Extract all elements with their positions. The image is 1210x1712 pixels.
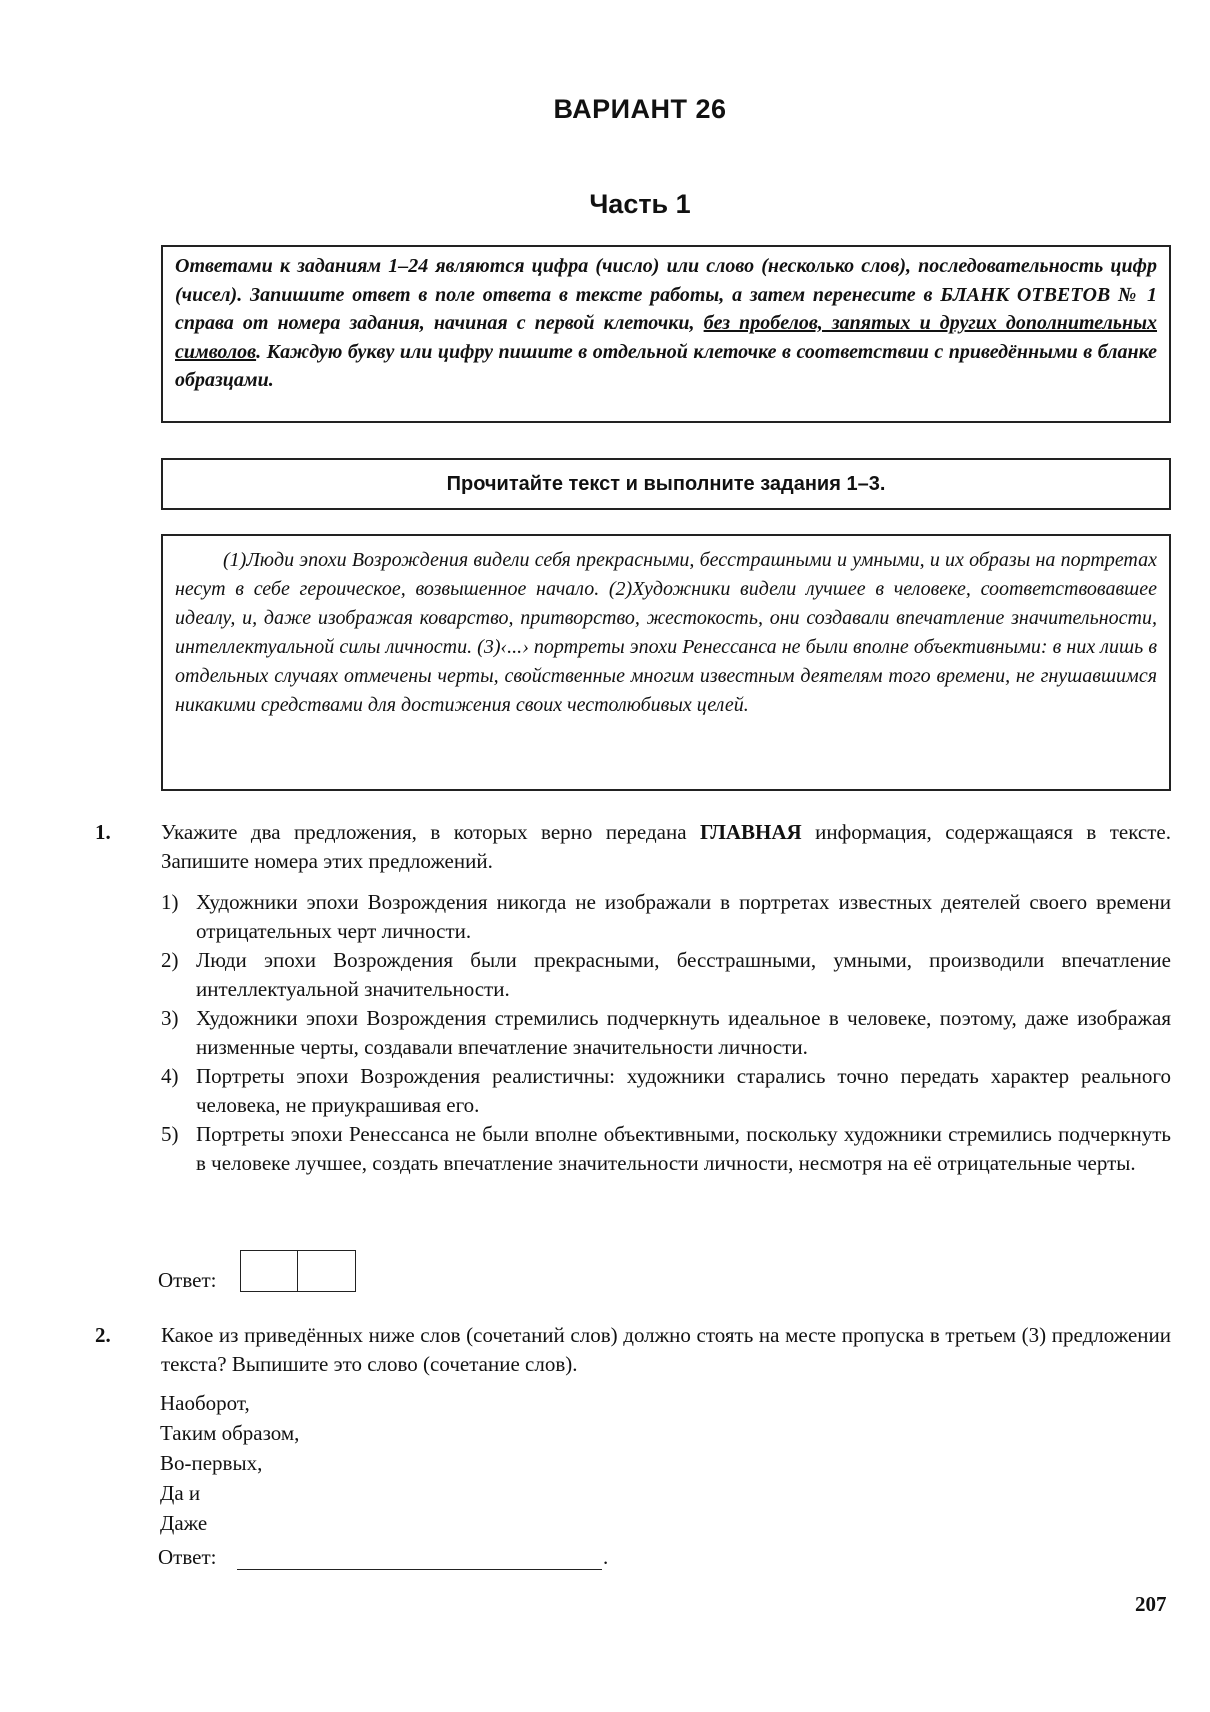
- variant-title: ВАРИАНТ 26: [553, 94, 727, 124]
- task1-text-before: Укажите два предложения, в которых верно передана: [161, 820, 700, 844]
- task2-number: 2.: [95, 1323, 111, 1347]
- task1-options: [161, 888, 1171, 1178]
- instructions-box: [161, 245, 1171, 423]
- option-text: Художники эпохи Возрождения никогда не изображали в портретах известных деятелей своего времени отрицательных черт личности.: [196, 890, 1171, 943]
- task2-word-2: Таким образом,: [160, 1421, 300, 1445]
- task1-answer-cells: [240, 1250, 356, 1292]
- page-number: 207: [1135, 1592, 1167, 1616]
- task1-option-3: [161, 1004, 1171, 1062]
- option-text: Люди эпохи Возрождения были прекрасными, бесстрашными, умными, производили впечатление интеллектуальной значительности.: [196, 948, 1171, 1001]
- task2-question: Какое из приведённых ниже слов (сочетаний слов) должно стоять на месте пропуска в третьем (3) предложении текста? Выпишите это слово (сочетание слов).: [161, 1323, 1171, 1376]
- task2-word-1: Наоборот,: [160, 1391, 250, 1415]
- task2-answer-line[interactable]: [237, 1545, 602, 1570]
- option-number: 3): [161, 1006, 179, 1030]
- option-number: 1): [161, 890, 179, 914]
- instructions-text-1: Ответами к заданиям 1–24 являются цифра (число) или слово (несколько слов), последовательность цифр (чисел). Запишите ответ в поле ответа в тексте работы, а затем перенесите в БЛАНК ОТВЕТОВ № 1 справа от номера задания, начиная с первой клеточки,: [175, 255, 1157, 334]
- option-number: 5): [161, 1122, 179, 1146]
- task1-option-2: [161, 946, 1171, 1004]
- option-number: 4): [161, 1064, 179, 1088]
- task1-text-bold: ГЛАВНАЯ: [700, 820, 802, 844]
- task1-number: 1.: [95, 820, 111, 844]
- task2-word-list: [160, 1388, 299, 1538]
- task1-text-after: информация, содержащаяся в тексте. Запишите номера этих предложений.: [161, 820, 1171, 873]
- option-number: 2): [161, 948, 179, 972]
- task2-word-3: Во-первых,: [160, 1451, 263, 1475]
- instructions-text-2: . Каждую букву или цифру пишите в отдельной клеточке в соответствии с приведёнными в бланке образцами.: [175, 340, 1157, 391]
- read-prompt-box: [161, 458, 1171, 510]
- task2-word-5: Даже: [160, 1511, 208, 1535]
- task1-answer-label: Ответ:: [158, 1268, 217, 1292]
- task2-answer-label: Ответ:: [158, 1545, 217, 1569]
- task1-question: [161, 818, 1171, 876]
- answer-cell-1[interactable]: [240, 1250, 298, 1292]
- option-text: Портреты эпохи Возрождения реалистичны: художники старались точно передать характер реального человека, не приукрашивая его.: [196, 1064, 1171, 1117]
- task2-word-4: Да и: [160, 1481, 201, 1505]
- answer-cell-2[interactable]: [298, 1250, 356, 1292]
- read-prompt: Прочитайте текст и выполните задания 1–3.: [446, 472, 886, 495]
- reading-text: (1)Люди эпохи Возрождения видели себя прекрасными, бесстрашными и умными, и их образы на портретах несут в себе героическое, возвышенное начало. (2)Художники видели лучшее в человеке, соответствовавшее идеалу, и, даже изображая коварство, притворство, жестокость, они создавали впечатление значительности, интеллектуальной силы личности. (3)‹...› портреты эпохи Ренессанса не были вполне объективными: в них лишь в отдельных случаях отмечены черты, свойственные многим известным деятелям того времени, не гнушавшимся никакими средствами для достижения своих честолюбивых целей.: [175, 549, 1157, 716]
- part-title: Часть 1: [589, 189, 691, 219]
- task1-option-5: [161, 1120, 1171, 1178]
- option-text: Портреты эпохи Ренессанса не были вполне объективными, поскольку художники стремились подчеркнуть в человеке лучшее, создать впечатление значительности личности, несмотря на её отрицательные черты.: [196, 1122, 1171, 1175]
- option-text: Художники эпохи Возрождения стремились подчеркнуть идеальное в человеке, поэтому, даже изображая низменные черты, создавали впечатление значительности личности.: [196, 1006, 1171, 1059]
- task1-option-1: [161, 888, 1171, 946]
- instructions-underlined: без пробелов, запятых и других дополнительных символов: [175, 312, 1158, 363]
- task2-answer-end: .: [603, 1545, 609, 1569]
- reading-text-box: [161, 534, 1171, 791]
- task1-option-4: [161, 1062, 1171, 1120]
